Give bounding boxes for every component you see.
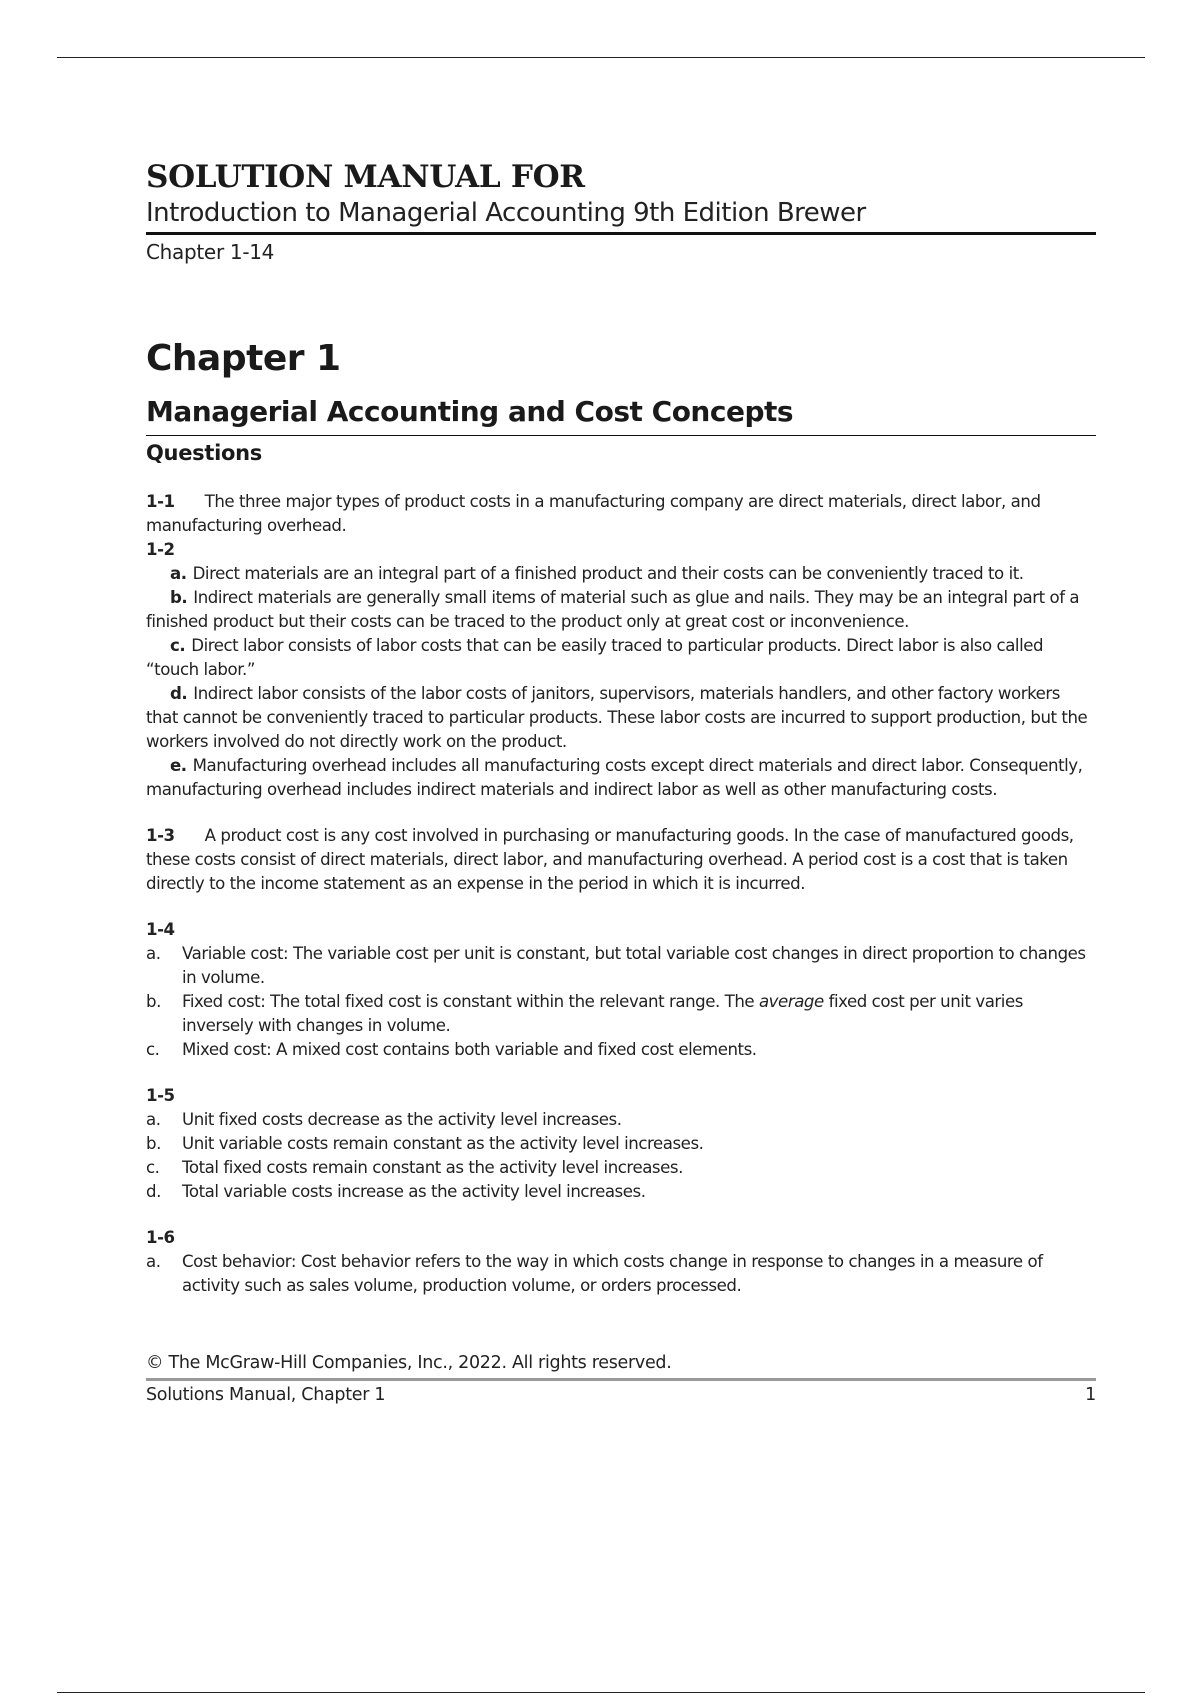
question-1-4 xyxy=(146,918,1096,1062)
item-emphasis: average xyxy=(758,992,824,1011)
item-letter: c. xyxy=(170,636,186,655)
item-text: Direct labor consists of labor costs that can be easily traced to particular products. Direct labor is also called “touch labor.” xyxy=(146,636,1044,679)
question-1-1 xyxy=(146,490,1096,538)
question-number: 1-5 xyxy=(146,1086,175,1105)
item-text: Total fixed costs remain constant as the activity level increases. xyxy=(182,1158,683,1177)
item-letter: a. xyxy=(170,564,187,583)
question-1-6 xyxy=(146,1226,1096,1298)
section-label-questions: Questions xyxy=(146,441,262,465)
item-letter: a. xyxy=(146,1252,161,1271)
question-1-3 xyxy=(146,824,1096,896)
book-title: Introduction to Managerial Accounting 9th Edition Brewer xyxy=(146,196,1096,235)
item-text: Cost behavior: Cost behavior refers to the way in which costs change in response to changes in a measure of activity such as sales volume, production volume, or orders processed. xyxy=(182,1252,1043,1295)
item-text: Direct materials are an integral part of a finished product and their costs can be conveniently traced to it. xyxy=(192,564,1024,583)
answer-item-e xyxy=(146,754,1096,802)
answer-list xyxy=(146,1250,1096,1298)
question-number: 1-2 xyxy=(146,540,175,559)
item-letter: a. xyxy=(146,944,161,963)
footer-label: Solutions Manual, Chapter 1 xyxy=(146,1385,386,1405)
item-text: Fixed cost: The total fixed cost is constant within the relevant range. The xyxy=(182,992,759,1011)
item-text: Unit variable costs remain constant as the activity level increases. xyxy=(182,1134,704,1153)
answer-item-b xyxy=(146,586,1096,634)
question-number: 1-1 xyxy=(146,492,175,511)
question-text: A product cost is any cost involved in purchasing or manufacturing goods. In the case of manufactured goods, these costs consist of direct materials, direct labor, and manufacturing overhead. A period cost is a cost that is taken directly to the income statement as an expense in the period in which it is incurred. xyxy=(146,826,1074,893)
list-item xyxy=(146,990,1096,1038)
item-letter: c. xyxy=(146,1040,160,1059)
item-text: Unit fixed costs decrease as the activity level increases. xyxy=(182,1110,622,1129)
question-text: The three major types of product costs in a manufacturing company are direct materials, direct labor, and manufacturing overhead. xyxy=(146,492,1041,535)
page-number: 1 xyxy=(1085,1385,1096,1405)
item-letter: b. xyxy=(146,992,161,1011)
copyright-notice: © The McGraw-Hill Companies, Inc., 2022. All rights reserved. xyxy=(146,1353,672,1373)
item-text: Variable cost: The variable cost per unit is constant, but total variable cost changes in direct proportion to changes in volume. xyxy=(182,944,1086,987)
answer-item-d xyxy=(146,682,1096,754)
page-footer xyxy=(146,1381,1096,1409)
item-text: Mixed cost: A mixed cost contains both variable and fixed cost elements. xyxy=(182,1040,757,1059)
chapter-subtitle: Managerial Accounting and Cost Concepts xyxy=(146,393,1096,436)
list-item xyxy=(146,1156,1096,1180)
item-text: Indirect materials are generally small items of material such as glue and nails. They may be an integral part of a finished product but their costs can be traced to the product only at great cost or inconvenience. xyxy=(146,588,1080,631)
item-text: fixed cost per unit varies inversely with changes in volume. xyxy=(182,992,1023,1035)
item-text: Indirect labor consists of the labor costs of janitors, supervisors, materials handlers, and other factory workers that cannot be conveniently traced to particular products. These labor costs are incurred to support production, but the workers involved do not directly work on the product. xyxy=(146,684,1088,751)
question-number: 1-3 xyxy=(146,826,175,845)
item-text: Total variable costs increase as the activity level increases. xyxy=(182,1182,646,1201)
item-letter: c. xyxy=(146,1158,160,1177)
item-letter: d. xyxy=(170,684,188,703)
answer-list xyxy=(146,942,1096,1062)
manual-title: SOLUTION MANUAL FOR xyxy=(146,159,585,195)
item-letter: e. xyxy=(170,756,187,775)
item-letter: d. xyxy=(146,1182,161,1201)
list-item xyxy=(146,942,1096,990)
question-1-5 xyxy=(146,1084,1096,1204)
answer-item-a xyxy=(146,562,1096,586)
list-item xyxy=(146,1108,1096,1132)
answer-item-c xyxy=(146,634,1096,682)
list-item xyxy=(146,1250,1096,1298)
question-1-2 xyxy=(146,538,1096,802)
item-letter: b. xyxy=(146,1134,161,1153)
list-item xyxy=(146,1132,1096,1156)
answer-list xyxy=(146,1108,1096,1204)
list-item xyxy=(146,1038,1096,1062)
item-letter: a. xyxy=(146,1110,161,1129)
chapter-heading: Chapter 1 xyxy=(146,338,341,379)
item-text: Manufacturing overhead includes all manufacturing costs except direct materials and direct labor. Consequently, manufacturing overhead includes indirect materials and indirect labor as well as other manufacturing costs. xyxy=(146,756,1083,799)
question-number: 1-6 xyxy=(146,1228,175,1247)
question-number: 1-4 xyxy=(146,920,175,939)
top-page-rule xyxy=(57,57,1145,58)
item-letter: b. xyxy=(170,588,188,607)
document-page xyxy=(146,158,1096,1409)
bottom-page-rule xyxy=(57,1692,1145,1693)
list-item xyxy=(146,1180,1096,1204)
chapter-range: Chapter 1-14 xyxy=(146,240,275,264)
